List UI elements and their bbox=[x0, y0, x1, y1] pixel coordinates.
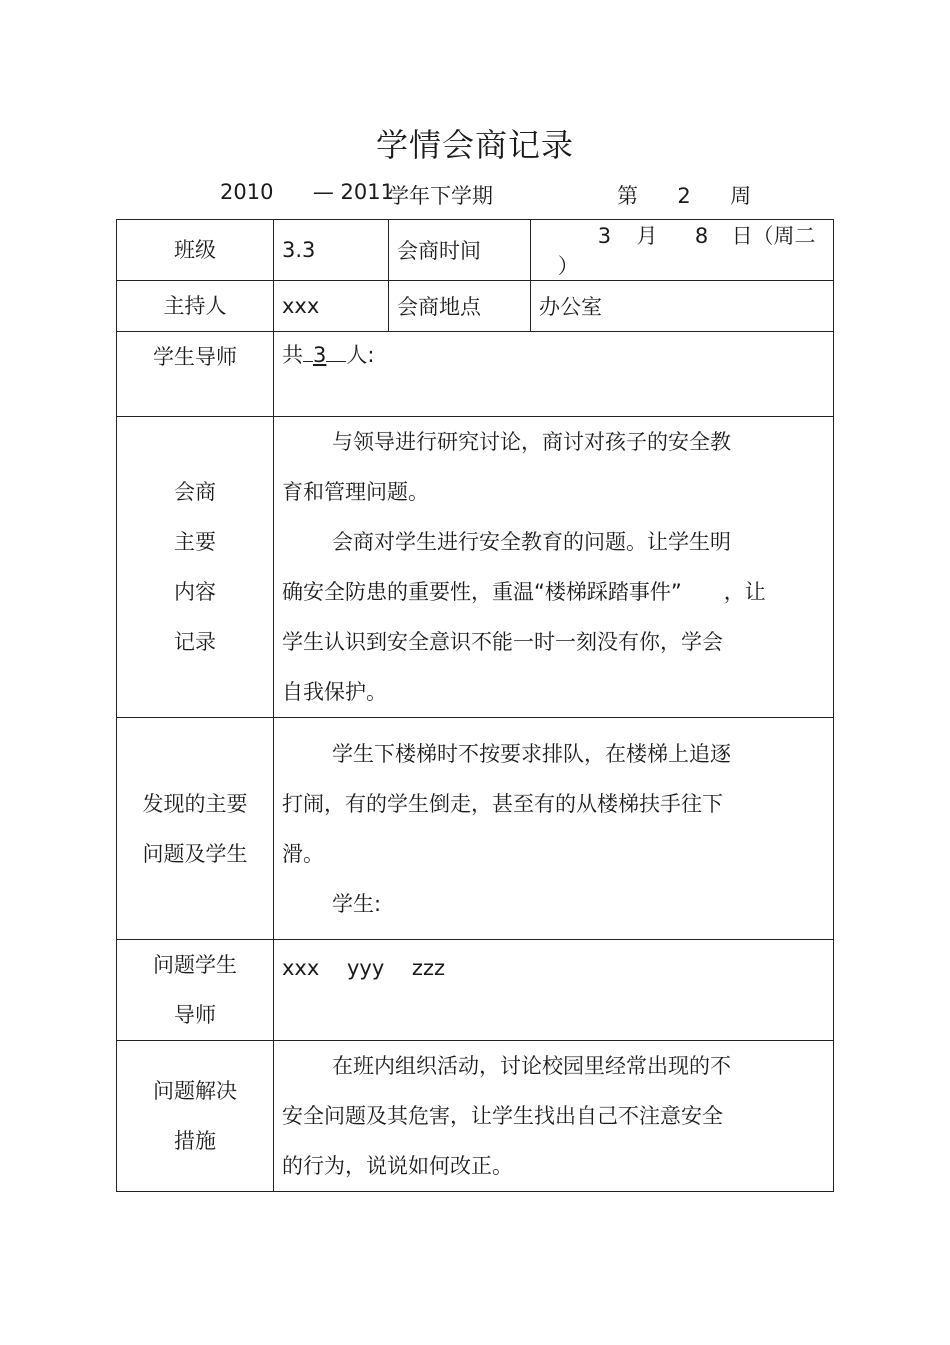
content-label: 会商 主要 内容 记录 bbox=[117, 417, 274, 718]
solution-label: 问题解决 措施 bbox=[117, 1041, 274, 1192]
place-label: 会商地点 bbox=[389, 281, 531, 332]
term-label: 学年下学期 bbox=[388, 184, 493, 208]
table-row bbox=[117, 1041, 834, 1192]
week-suffix: 周 bbox=[730, 184, 752, 208]
content-text: 与领导进行研究讨论，商讨对孩子的安全教 育和管理问题。 会商对学生进行安全教育的问题。让学生明 确安全防患的重要性，重温“楼梯踩踏事件” ，让 学生认识到安全意识不能一时一刻没有你，学会 自我保护。 bbox=[274, 417, 834, 718]
date-day-unit: 日（周二 bbox=[731, 224, 816, 248]
problem-mentor-value: xxx yyy zzz bbox=[274, 940, 834, 1041]
year-to: 2011 bbox=[340, 180, 394, 204]
table-row bbox=[117, 281, 834, 332]
mentor-suffix: 人: bbox=[346, 343, 375, 367]
table-row bbox=[117, 718, 834, 940]
date-month-unit: 月 bbox=[636, 224, 658, 248]
problem-mentor-label: 问题学生 导师 bbox=[117, 940, 274, 1041]
meeting-date bbox=[531, 220, 834, 281]
record-table bbox=[116, 219, 834, 1192]
table-row bbox=[117, 940, 834, 1041]
year-separator: — bbox=[312, 180, 334, 204]
school-year bbox=[220, 180, 394, 204]
document-title: 学情会商记录 bbox=[375, 126, 574, 164]
host-label: 主持人 bbox=[117, 281, 274, 332]
week-prefix: 第 bbox=[617, 184, 638, 208]
year-from: 2010 bbox=[220, 180, 274, 204]
issues-text: 学生下楼梯时不按要求排队，在楼梯上追逐 打闹，有的学生倒走，甚至有的从楼梯扶手往下 滑。 学生: bbox=[274, 718, 834, 940]
host-value: xxx bbox=[274, 281, 389, 332]
date-day: 8 bbox=[694, 224, 709, 248]
date-close: ） bbox=[557, 254, 579, 278]
date-month: 3 bbox=[597, 224, 612, 248]
table-row bbox=[117, 220, 834, 281]
mentor-count: 3 bbox=[313, 343, 327, 367]
mentor-value bbox=[274, 332, 834, 417]
issues-label: 发现的主要 问题及学生 bbox=[117, 718, 274, 940]
table-row bbox=[117, 417, 834, 718]
class-value: 3.3 bbox=[274, 220, 389, 281]
class-label: 班级 bbox=[117, 220, 274, 281]
week-number: 2 bbox=[677, 184, 691, 208]
solution-text: 在班内组织活动，讨论校园里经常出现的不 安全问题及其危害，让学生找出自己不注意安全 的行为，说说如何改正。 bbox=[274, 1041, 834, 1192]
mentor-label: 学生导师 bbox=[117, 332, 274, 417]
week-info bbox=[617, 180, 751, 210]
time-label: 会商时间 bbox=[389, 220, 531, 281]
mentor-prefix: 共 bbox=[282, 343, 303, 367]
place-value: 办公室 bbox=[531, 281, 834, 332]
table-row bbox=[117, 332, 834, 417]
